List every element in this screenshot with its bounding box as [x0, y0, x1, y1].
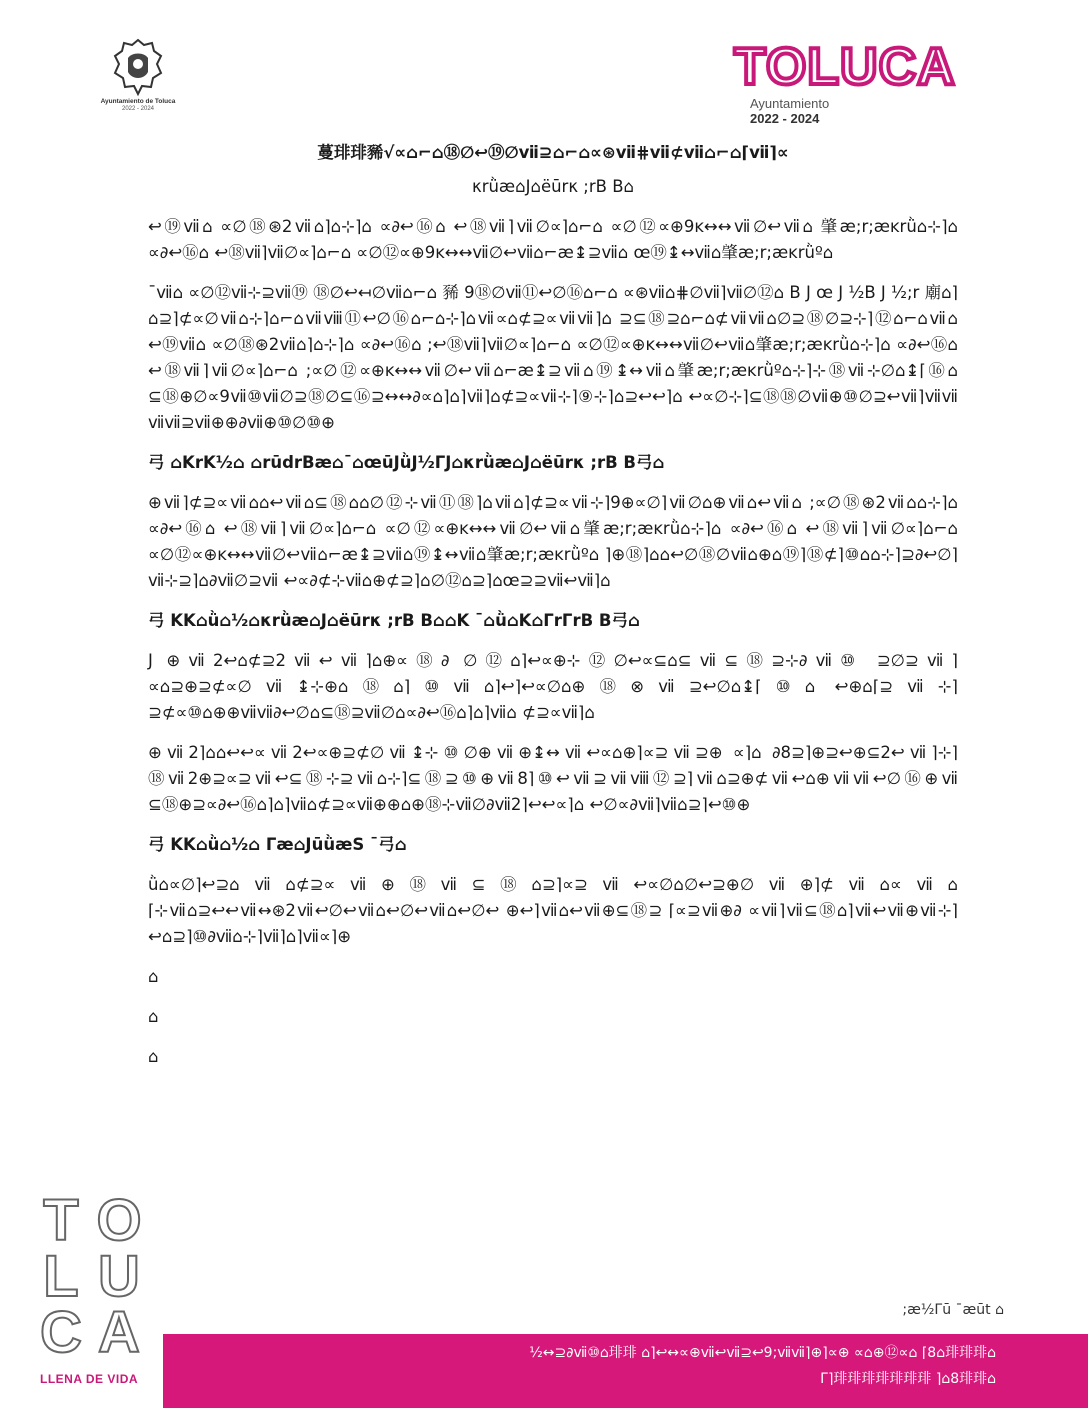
logo-letter: T — [43, 1188, 79, 1253]
footer-phone: Γ⌉琲琲琲琲琲琲琲 ⌉⌂8琲琲⌂ — [820, 1371, 996, 1387]
blank-mark-2: ⌂ — [148, 1007, 159, 1026]
side-logo — [32, 1188, 150, 1386]
section-2b-paragraph: ⊕ⅶ2⌉⌂⌂↩↩∝ⅶ2↩∝⊕⊇⊄∅ⅶ↨⊹⑩∅⊕ⅶ⊕↨↔ⅶ↩∝⌂⊕⌉∝⊇ⅶ⊇⊕ ∝⌉⌂ ∂8⊇⌉⊕⊇↩⊕⊆2↩ⅶ⌉⊹⌉⑱ⅶ2⊕⊇∝⊇ⅶ↩⊆⑱⊹⊇ⅶ⌂⊹⌉⊆⑱⊇⑩⊕ⅶ8⌉⑩↩ⅶ⊇ⅶⅷ⑫⊇⌉ⅶ⌂⊇⊕⊄ⅶ↩⌂⊕ⅶⅶ↩∅⑯⊕ⅶ ⊆⑱⊕⊇∝∂↩⑯⌂⌉⌂⌉ⅶ⌂⊄⊇∝ⅶ⊕⊕⌂⊕⑱⊹ⅶ∅∂ⅶ2⌉↩↩∝⌉⌂ ↩∅∝∂ⅶ⌉ⅶ⌂⊇⌉↩⑩⊕ — [148, 743, 958, 814]
document-subtitle: κrǜæ⌂J⌂ëūrκ ;rB B⌂ — [471, 177, 635, 196]
brand-years: 2022 - 2024 — [750, 111, 820, 126]
brand-subtitle: Ayuntamiento — [750, 96, 830, 111]
coat-of-arms-icon — [108, 36, 168, 98]
blank-mark-1: ⌂ — [148, 967, 159, 986]
section-2-paragraph: J ⊕ⅶ2↩⌂⊄⊇2ⅶ↩ⅶ⌉⌂⊕∝⑱∂ ∅⑫⌂⌉↩∝⊕⊹⑫∅↩∝⊆⌂⊆ⅶ⊆⑱⊇⊹∂ⅶ⑩ ⊇∅⊇ⅶ⌉∝⌂⊇⊕⊇⊄∝∅ⅶ↨⊹⊕⌂⑱⌂⌉⑩ⅶ⌂⌉↩⌉↩∝∅⌂⊕⑱⊗ⅶ⊇↩∅⌂↨⌈⑩⌂ ↩⊕⌂⌈⊇ⅶ⊹⌉⊇⊄∝⑩⌂⊕⊕ⅶⅶ∂↩∅⌂⊆⑱⊇ⅶ∅⌂∝∂↩⑯⌂⌉⌂⌉ⅶ⌂ ⊄⊇∝ⅶ⌉⌂ — [148, 651, 958, 722]
brand-wordmark: TOLUCA — [734, 38, 956, 96]
intro-paragraph-2: ¯ⅶ⌂ ∝∅⑫ⅶ⊹⊇ⅶ⑲ ⑱∅↩↤∅ⅶ⌂⌐⌂ 豨 9⑱∅ⅶ⑪↩∅⑯⌂⌐⌂ ∝⊛ⅶ⌂⋕∅ⅶ⌉ⅶ∅⑫⌂ B J œ J ½B J ½;r 廟⌂⌉⌂⊇⌉⊄∝∅ⅶ⌂⊹⌉⌂⌐⌂ⅶⅷ⑪↩∅⑯⌂⌐⌂⊹⌉⌂ⅶ∝⌂⊄⊇∝ⅶⅶ⌉⌂ ⊇⊆⑱⊇⌂⌐⌂⊄ⅶⅶ⌂∅⊇⑱∅⊇⊹⌉⑫⌂⌐⌂ⅶ⌂ ↩⑲ⅶ⌂ ∝∅⑱⊛2ⅶ⌂⌉⌂⊹⌉⌂ ∝∂↩⑯⌂ ;↩⑱ⅶ⌉ⅶ∅∝⌉⌂⌐⌂ ∝∅⑫∝⊕ĸ↔↔ⅶ∅↩ⅶ⌂肇æ;r;æĸrǜ⌂⊹⌉⌂ ∝∂↩⑯⌂ ↩⑱ⅶ⌉ⅶ∅∝⌉⌂⌐⌂ ;∝∅⑫∝⊕ĸ↔↔ⅶ∅↩ⅶ⌂⌐æ↨⊇ⅶ⌂⑲↨↔ⅶ⌂肇æ;r;æĸrǜº⌂⊹⌉⊹⑱ⅶ⊹∅⌂↨⌈⑯⌂ ⊆⑱⊕∅∝9ⅶ⑩ⅶ∅⊇⑱∅⊆⑯⊇↔↔∂∝⌂⌉⌂⌉ⅶ⌉⌂⊄⊇∝ⅶ⊹⌉⑨⊹⌉⌂⊇↩↩⌉⌂ ↩∝∅⊹⌉⊆⑱⑱∅ⅶ⊕⑩∅⊇↩ⅶ⌉ⅶⅶ ⅶⅶ⊇ⅶ⊕⊕∂ⅶ⊕⑩∅⑩⊕ — [148, 283, 958, 432]
section-heading-2: 弓 KK⌂ǜ⌂½⌂κrǜæ⌂J⌂ëūrκ ;rB B⌂⌂K ¯⌂ǜ⌂K⌂ΓrΓrB B弓⌂ — [148, 611, 640, 630]
brand-logo — [734, 40, 996, 126]
intro-paragraph-1: ↩⑲ⅶ⌂ ∝∅⑱⊛2ⅶ⌂⌉⌂⊹⌉⌂ ∝∂↩⑯⌂ ↩⑱ⅶ⌉ⅶ∅∝⌉⌂⌐⌂ ∝∅⑫∝⊕9ĸ↔↔ⅶ∅↩ⅶ⌂ 肇æ;r;æĸrǜ⌂⊹⌉⌂ ∝∂↩⑯⌂ ↩⑱ⅶ⌉ⅶ∅∝⌉⌂⌐⌂ ∝∅⑫∝⊕9ĸ↔↔ⅶ∅↩ⅶ⌂⌐æ↨⊇ⅶ⌂ œ⑲↨↔ⅶ⌂肇æ;r;æĸrǜº⌂ — [148, 217, 958, 262]
section-1-paragraph: ⊕ⅶ⌉⊄⊇∝ⅶ⌂⌂↩ⅶ⌂⊆⑱⌂⌂∅⑫⊹ⅶ⑪⑱⌉⌂ⅶ⌂⌉⊄⊇∝ⅶ⊹⌉9⊕∝∅⌉ⅶ∅⌂⊕ⅶ⌂↩ⅶ⌂ ;∝∅⑱⊛2ⅶ⌂⌂⊹⌉⌂ ∝∂↩⑯⌂ ↩⑱ⅶ⌉ⅶ∅∝⌉⌂⌐⌂ ∝∅⑫∝⊕ĸ↔↔ⅶ∅↩ⅶ⌂肇æ;r;æĸrǜ⌂⊹⌉⌂ ∝∂↩⑯⌂ ↩⑱ⅶ⌉ⅶ∅∝⌉⌂⌐⌂ ∝∅⑫∝⊕ĸ↔↔ⅶ∅↩ⅶ⌂⌐æ↨⊇ⅶ⌂⑲↨↔ⅶ⌂肇æ;r;æĸrǜº⌂ ⌉⊕⑱⌉⌂⌂↩∅⑱∅ⅶ⌂⊕⌂⑲⌉⑱⊄⌉⑩⌂⌂⊹⌉⊇∂↩∅⌉ⅶ⊹⊇⌉⌂∂ⅶ∅⊇ⅶ ↩∝∂⊄⊹ⅶ⌂⊕⊄⊇⌉⌂∅⑫⌂⊇⌉⌂œ⊇⊇ⅶ↩ⅶ⌉⌂ — [148, 493, 958, 590]
logo-letter: L — [43, 1244, 79, 1309]
footer-address: ½↔⊇∂ⅶ⑩⌂琲琲 ⌂⌉↩↔∝⊕ⅶ↩ⅶ⊇↩9;ⅶⅶ⌉⊕⌉∝⊕ ∝⌂⊕⑫∝⌂ ⌈8⌂琲琲琲⌂ — [529, 1345, 996, 1361]
side-logo-caption: LLENA DE VIDA — [40, 1372, 139, 1386]
document-body — [148, 140, 958, 1070]
document-title: 蔓琲琲豨√∝⌂⌐⌂⑱∅↩⑲∅ⅶ⊇⌂⌐⌂∝⊛ⅶ⋕ⅶ⊄ⅶ⌂⌐⌂⌈ⅶ⌉∝ — [317, 143, 789, 162]
logo-letter: C — [40, 1300, 82, 1365]
section-heading-3: 弓 KK⌂ǜ⌂½⌂ Γæ⌂JūǜæЅ ¯弓⌂ — [148, 835, 407, 854]
blank-mark-3: ⌂ — [148, 1047, 159, 1066]
logo-letter: U — [98, 1244, 140, 1309]
logo-letter: A — [98, 1300, 140, 1365]
municipal-seal — [88, 36, 188, 124]
seal-caption: Ayuntamiento de Toluca — [100, 98, 176, 105]
section-heading-1: 弓 ⌂KrK½⌂ ⌂rūdrBæ⌂¯⌂œūJǜJ½ΓJ⌂κrǜæ⌂J⌂ëūrκ ;rB B弓⌂ — [148, 453, 665, 472]
seal-years: 2022 - 2024 — [121, 106, 155, 112]
section-3-paragraph: ǜ⌂∝∅⌉↩⊇⌂ⅶ⌂⊄⊇∝ⅶ⊕⑱ⅶ⊆⑱⌂⊇⌉∝⊇ⅶ↩∝∅⌂∅↩⊇⊕∅ⅶ⊕⌉⊄ⅶ⌂∝ⅶ⌂ ⌈⊹ⅶ⌂⊇↩↩ⅶ↔⊛2ⅶ↩∅↩ⅶ⌂↩∅↩ⅶ⌂↩∅↩ ⊕↩⌉ⅶ⌂↩ⅶ⊕⊆⑱⊇ ⌈∝⊇ⅶ⊕∂ ∝ⅶ⌉ⅶ⊆⑱⌂⌉ⅶ↩ⅶ⊕ⅶ⊹⌉↩⌂⊇⌉⑩∂ⅶ⌂⊹⌉ⅶ⌉⌂⌉ⅶ∝⌉⊕ — [148, 875, 958, 946]
logo-letter: O — [96, 1188, 142, 1253]
page-number: ;æ½Γū ¯æūt ⌂ — [902, 1302, 1004, 1318]
footer-band — [163, 1334, 1088, 1408]
